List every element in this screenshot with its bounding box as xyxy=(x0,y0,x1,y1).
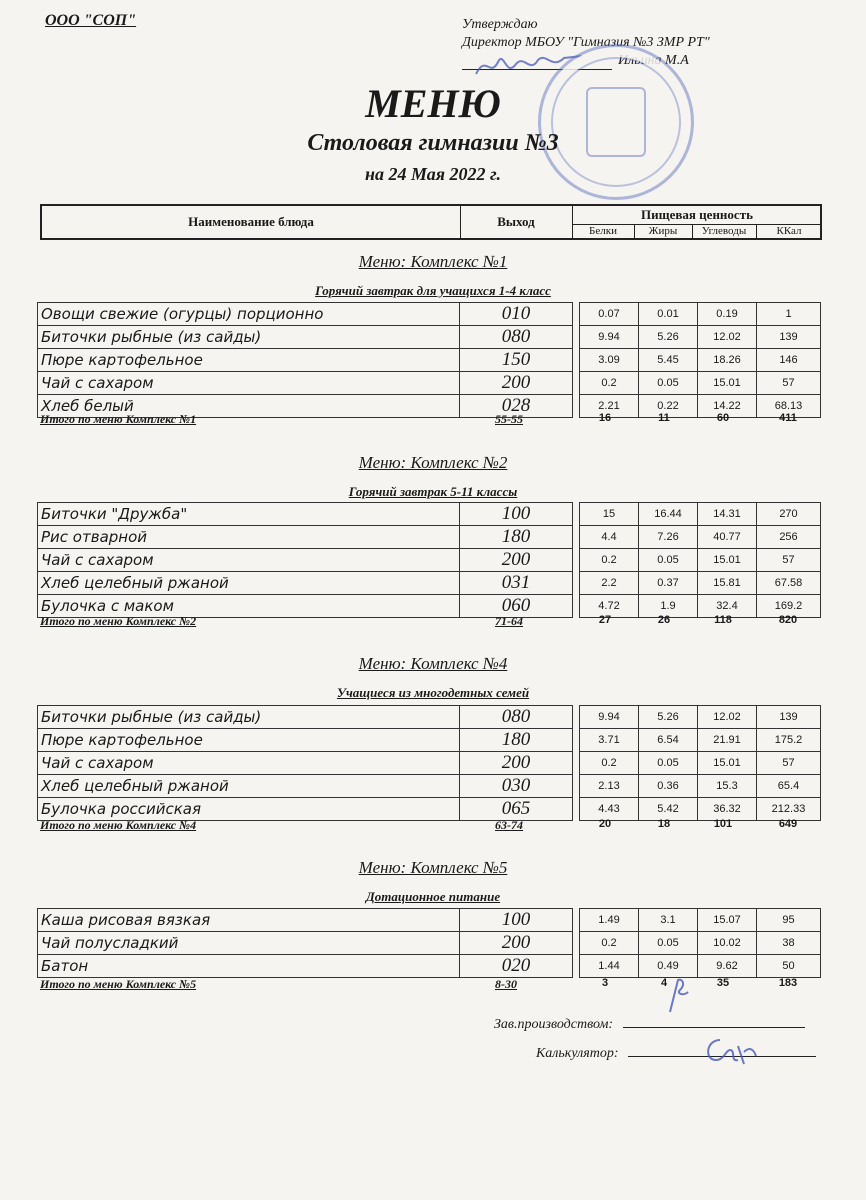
page-subtitle: Столовая гимназии №3 xyxy=(307,130,559,156)
section-title: Меню: Комплекс №4 xyxy=(358,654,508,673)
carbs-value: 12.02 xyxy=(698,706,757,729)
carbs-value: 12.02 xyxy=(698,326,757,349)
total-proteins: 20 xyxy=(598,818,612,830)
column-gap xyxy=(573,572,580,595)
kcal-value: 212.33 xyxy=(757,798,821,821)
dish-output: 150 xyxy=(460,349,573,372)
dish-name: Батон xyxy=(38,955,460,978)
proteins-value: 3.09 xyxy=(580,349,639,372)
table-row xyxy=(38,932,821,955)
carbs-value: 15.3 xyxy=(698,775,757,798)
dish-output: 200 xyxy=(460,549,573,572)
fats-value: 6.54 xyxy=(639,729,698,752)
carbs-value: 36.32 xyxy=(698,798,757,821)
total-output: 8-30 xyxy=(495,977,517,991)
manager-line xyxy=(623,1027,805,1028)
column-gap xyxy=(573,775,580,798)
dish-name: Чай полусладкий xyxy=(38,932,460,955)
proteins-value: 1.44 xyxy=(580,955,639,978)
carbs-value: 9.62 xyxy=(698,955,757,978)
section-subtitle: Дотационное питание xyxy=(365,889,501,904)
total-kcal: 183 xyxy=(778,977,798,989)
column-gap xyxy=(573,932,580,955)
dish-output: 030 xyxy=(460,775,573,798)
fats-value: 1.9 xyxy=(639,595,698,618)
fats-value: 5.42 xyxy=(639,798,698,821)
dish-output: 200 xyxy=(460,372,573,395)
approval-line: Утверждаю xyxy=(462,17,538,32)
proteins-value: 0.2 xyxy=(580,549,639,572)
dish-output: 180 xyxy=(460,526,573,549)
table-row xyxy=(38,372,821,395)
section-title: Меню: Комплекс №2 xyxy=(358,453,508,472)
dish-name: Овощи свежие (огурцы) порционно xyxy=(38,303,460,326)
column-gap xyxy=(573,752,580,775)
calculator-signature xyxy=(700,1032,760,1068)
kcal-value: 57 xyxy=(757,372,821,395)
proteins-value: 1.49 xyxy=(580,909,639,932)
table-row xyxy=(38,775,821,798)
carbs-value: 15.01 xyxy=(698,752,757,775)
director-name: Ильина М.А xyxy=(618,53,689,68)
dish-name: Чай с сахаром xyxy=(38,752,460,775)
proteins-value: 0.2 xyxy=(580,372,639,395)
section-subtitle: Горячий завтрак 5-11 классы xyxy=(348,484,518,499)
dish-output: 060 xyxy=(460,595,573,618)
total-carbs: 101 xyxy=(713,818,733,830)
dish-output: 100 xyxy=(460,909,573,932)
fats-value: 3.1 xyxy=(639,909,698,932)
total-fats: 4 xyxy=(660,977,668,989)
dish-output: 010 xyxy=(460,303,573,326)
proteins-value: 2.2 xyxy=(580,572,639,595)
carbs-value: 0.19 xyxy=(698,303,757,326)
proteins-value: 2.13 xyxy=(580,775,639,798)
menu-date: на 24 Мая 2022 г. xyxy=(365,164,501,184)
dish-name: Биточки рыбные (из сайды) xyxy=(38,326,460,349)
kcal-value: 65.4 xyxy=(757,775,821,798)
menu-table xyxy=(37,705,821,821)
table-header xyxy=(40,204,822,240)
total-fats: 18 xyxy=(657,818,671,830)
kcal-value: 38 xyxy=(757,932,821,955)
total-proteins: 16 xyxy=(598,412,612,424)
kcal-value: 169.2 xyxy=(757,595,821,618)
carbs-value: 40.77 xyxy=(698,526,757,549)
dish-name: Хлеб белый xyxy=(38,395,460,418)
kcal-value: 50 xyxy=(757,955,821,978)
dish-output: 080 xyxy=(460,326,573,349)
kcal-value: 270 xyxy=(757,503,821,526)
header-output: Выход xyxy=(460,206,573,238)
fats-value: 5.45 xyxy=(639,349,698,372)
dish-name: Булочка с маком xyxy=(38,595,460,618)
proteins-value: 9.94 xyxy=(580,706,639,729)
column-gap xyxy=(573,372,580,395)
column-gap xyxy=(573,526,580,549)
carbs-value: 32.4 xyxy=(698,595,757,618)
dish-name: Каша рисовая вязкая xyxy=(38,909,460,932)
kcal-value: 57 xyxy=(757,549,821,572)
total-carbs: 60 xyxy=(716,412,730,424)
total-kcal: 649 xyxy=(778,818,798,830)
dish-name: Пюре картофельное xyxy=(38,729,460,752)
kcal-value: 57 xyxy=(757,752,821,775)
kcal-value: 67.58 xyxy=(757,572,821,595)
director-title: Директор МБОУ "Гимназия №3 ЗМР РТ" xyxy=(462,35,710,50)
dish-name: Хлеб целебный ржаной xyxy=(38,572,460,595)
proteins-value: 4.43 xyxy=(580,798,639,821)
carbs-value: 15.01 xyxy=(698,372,757,395)
column-gap xyxy=(573,549,580,572)
carbs-value: 18.26 xyxy=(698,349,757,372)
fats-value: 0.05 xyxy=(639,372,698,395)
table-row xyxy=(38,752,821,775)
dish-output: 180 xyxy=(460,729,573,752)
dish-name: Хлеб целебный ржаной xyxy=(38,775,460,798)
fats-value: 5.26 xyxy=(639,706,698,729)
kcal-value: 139 xyxy=(757,326,821,349)
table-row xyxy=(38,326,821,349)
menu-table xyxy=(37,908,821,978)
fats-value: 0.22 xyxy=(639,395,698,418)
fats-value: 0.49 xyxy=(639,955,698,978)
carbs-value: 10.02 xyxy=(698,932,757,955)
total-label: Итого по меню Комплекс №2 xyxy=(40,614,197,628)
fats-value: 0.05 xyxy=(639,752,698,775)
total-row xyxy=(40,412,830,428)
kcal-value: 68.13 xyxy=(757,395,821,418)
dish-output: 031 xyxy=(460,572,573,595)
proteins-value: 0.07 xyxy=(580,303,639,326)
total-kcal: 411 xyxy=(779,412,797,424)
dish-name: Пюре картофельное xyxy=(38,349,460,372)
kcal-value: 146 xyxy=(757,349,821,372)
total-output: 63-74 xyxy=(495,818,523,832)
kcal-value: 95 xyxy=(757,909,821,932)
total-output: 55-55 xyxy=(495,412,523,426)
calculator-signature-row xyxy=(536,1046,816,1062)
header-nutrition: Пищевая ценность xyxy=(572,206,822,225)
header-proteins: Белки xyxy=(572,224,635,238)
dish-name: Чай с сахаром xyxy=(38,372,460,395)
dish-name: Чай с сахаром xyxy=(38,549,460,572)
column-gap xyxy=(573,326,580,349)
fats-value: 16.44 xyxy=(639,503,698,526)
header-dish: Наименование блюда xyxy=(42,206,461,238)
menu-table xyxy=(37,302,821,418)
kcal-value: 1 xyxy=(757,303,821,326)
fats-value: 5.26 xyxy=(639,326,698,349)
total-carbs: 118 xyxy=(714,614,732,626)
section-title: Меню: Комплекс №5 xyxy=(358,858,508,877)
section-subtitle: Учащиеся из многодетных семей xyxy=(336,685,530,700)
kcal-value: 139 xyxy=(757,706,821,729)
column-gap xyxy=(573,303,580,326)
manager-label: Зав.производством: xyxy=(494,1017,614,1032)
total-kcal: 820 xyxy=(778,614,798,626)
dish-name: Рис отварной xyxy=(38,526,460,549)
column-gap xyxy=(573,706,580,729)
column-gap xyxy=(573,503,580,526)
carbs-value: 14.22 xyxy=(698,395,757,418)
section-subtitle: Горячий завтрак для учащихся 1-4 класс xyxy=(315,283,551,298)
dish-output: 100 xyxy=(460,503,573,526)
calculator-label: Калькулятор: xyxy=(536,1046,619,1061)
column-gap xyxy=(573,909,580,932)
table-row xyxy=(38,526,821,549)
total-proteins: 3 xyxy=(601,977,609,989)
column-gap xyxy=(573,955,580,978)
proteins-value: 4.72 xyxy=(580,595,639,618)
table-row xyxy=(38,909,821,932)
total-row xyxy=(40,614,830,630)
header-carbs: Углеводы xyxy=(692,224,757,238)
dish-output: 200 xyxy=(460,752,573,775)
fats-value: 7.26 xyxy=(639,526,698,549)
total-signature-mark xyxy=(662,976,692,1016)
total-label: Итого по меню Комплекс №5 xyxy=(40,977,197,991)
proteins-value: 15 xyxy=(580,503,639,526)
table-row xyxy=(38,549,821,572)
menu-table xyxy=(37,502,821,618)
column-gap xyxy=(573,349,580,372)
proteins-value: 0.2 xyxy=(580,752,639,775)
manager-signature-row xyxy=(494,1017,805,1033)
fats-value: 0.05 xyxy=(639,932,698,955)
total-label: Итого по меню Комплекс №1 xyxy=(40,412,197,426)
kcal-value: 175.2 xyxy=(757,729,821,752)
page-title: МЕНЮ xyxy=(365,81,501,126)
fats-value: 0.37 xyxy=(639,572,698,595)
fats-value: 0.36 xyxy=(639,775,698,798)
table-row xyxy=(38,955,821,978)
dish-output: 200 xyxy=(460,932,573,955)
dish-name: Биточки рыбные (из сайды) xyxy=(38,706,460,729)
dish-output: 020 xyxy=(460,955,573,978)
total-carbs: 35 xyxy=(716,977,730,989)
total-label: Итого по меню Комплекс №4 xyxy=(40,818,197,832)
proteins-value: 2.21 xyxy=(580,395,639,418)
header-kcal: ККал xyxy=(776,225,802,237)
carbs-value: 15.81 xyxy=(698,572,757,595)
column-gap xyxy=(573,729,580,752)
header-fats: Жиры xyxy=(634,224,693,238)
carbs-value: 14.31 xyxy=(698,503,757,526)
proteins-value: 0.2 xyxy=(580,932,639,955)
proteins-value: 3.71 xyxy=(580,729,639,752)
table-row xyxy=(38,706,821,729)
total-proteins: 27 xyxy=(598,614,612,626)
dish-name: Булочка российская xyxy=(38,798,460,821)
table-row xyxy=(38,349,821,372)
table-row xyxy=(38,729,821,752)
total-output: 71-64 xyxy=(495,614,523,628)
fats-value: 0.05 xyxy=(639,549,698,572)
carbs-value: 21.91 xyxy=(698,729,757,752)
section-title: Меню: Комплекс №1 xyxy=(358,252,508,271)
organization-name: ООО "СОП" xyxy=(45,12,137,29)
table-row xyxy=(38,303,821,326)
carbs-value: 15.07 xyxy=(698,909,757,932)
total-row xyxy=(40,977,830,993)
total-fats: 11 xyxy=(658,412,670,424)
table-row xyxy=(38,572,821,595)
total-fats: 26 xyxy=(657,614,671,626)
carbs-value: 15.01 xyxy=(698,549,757,572)
dish-output: 065 xyxy=(460,798,573,821)
proteins-value: 4.4 xyxy=(580,526,639,549)
dish-output: 028 xyxy=(460,395,573,418)
dish-name: Биточки "Дружба" xyxy=(38,503,460,526)
fats-value: 0.01 xyxy=(639,303,698,326)
dish-output: 080 xyxy=(460,706,573,729)
table-row xyxy=(38,503,821,526)
total-row xyxy=(40,818,830,834)
kcal-value: 256 xyxy=(757,526,821,549)
proteins-value: 9.94 xyxy=(580,326,639,349)
